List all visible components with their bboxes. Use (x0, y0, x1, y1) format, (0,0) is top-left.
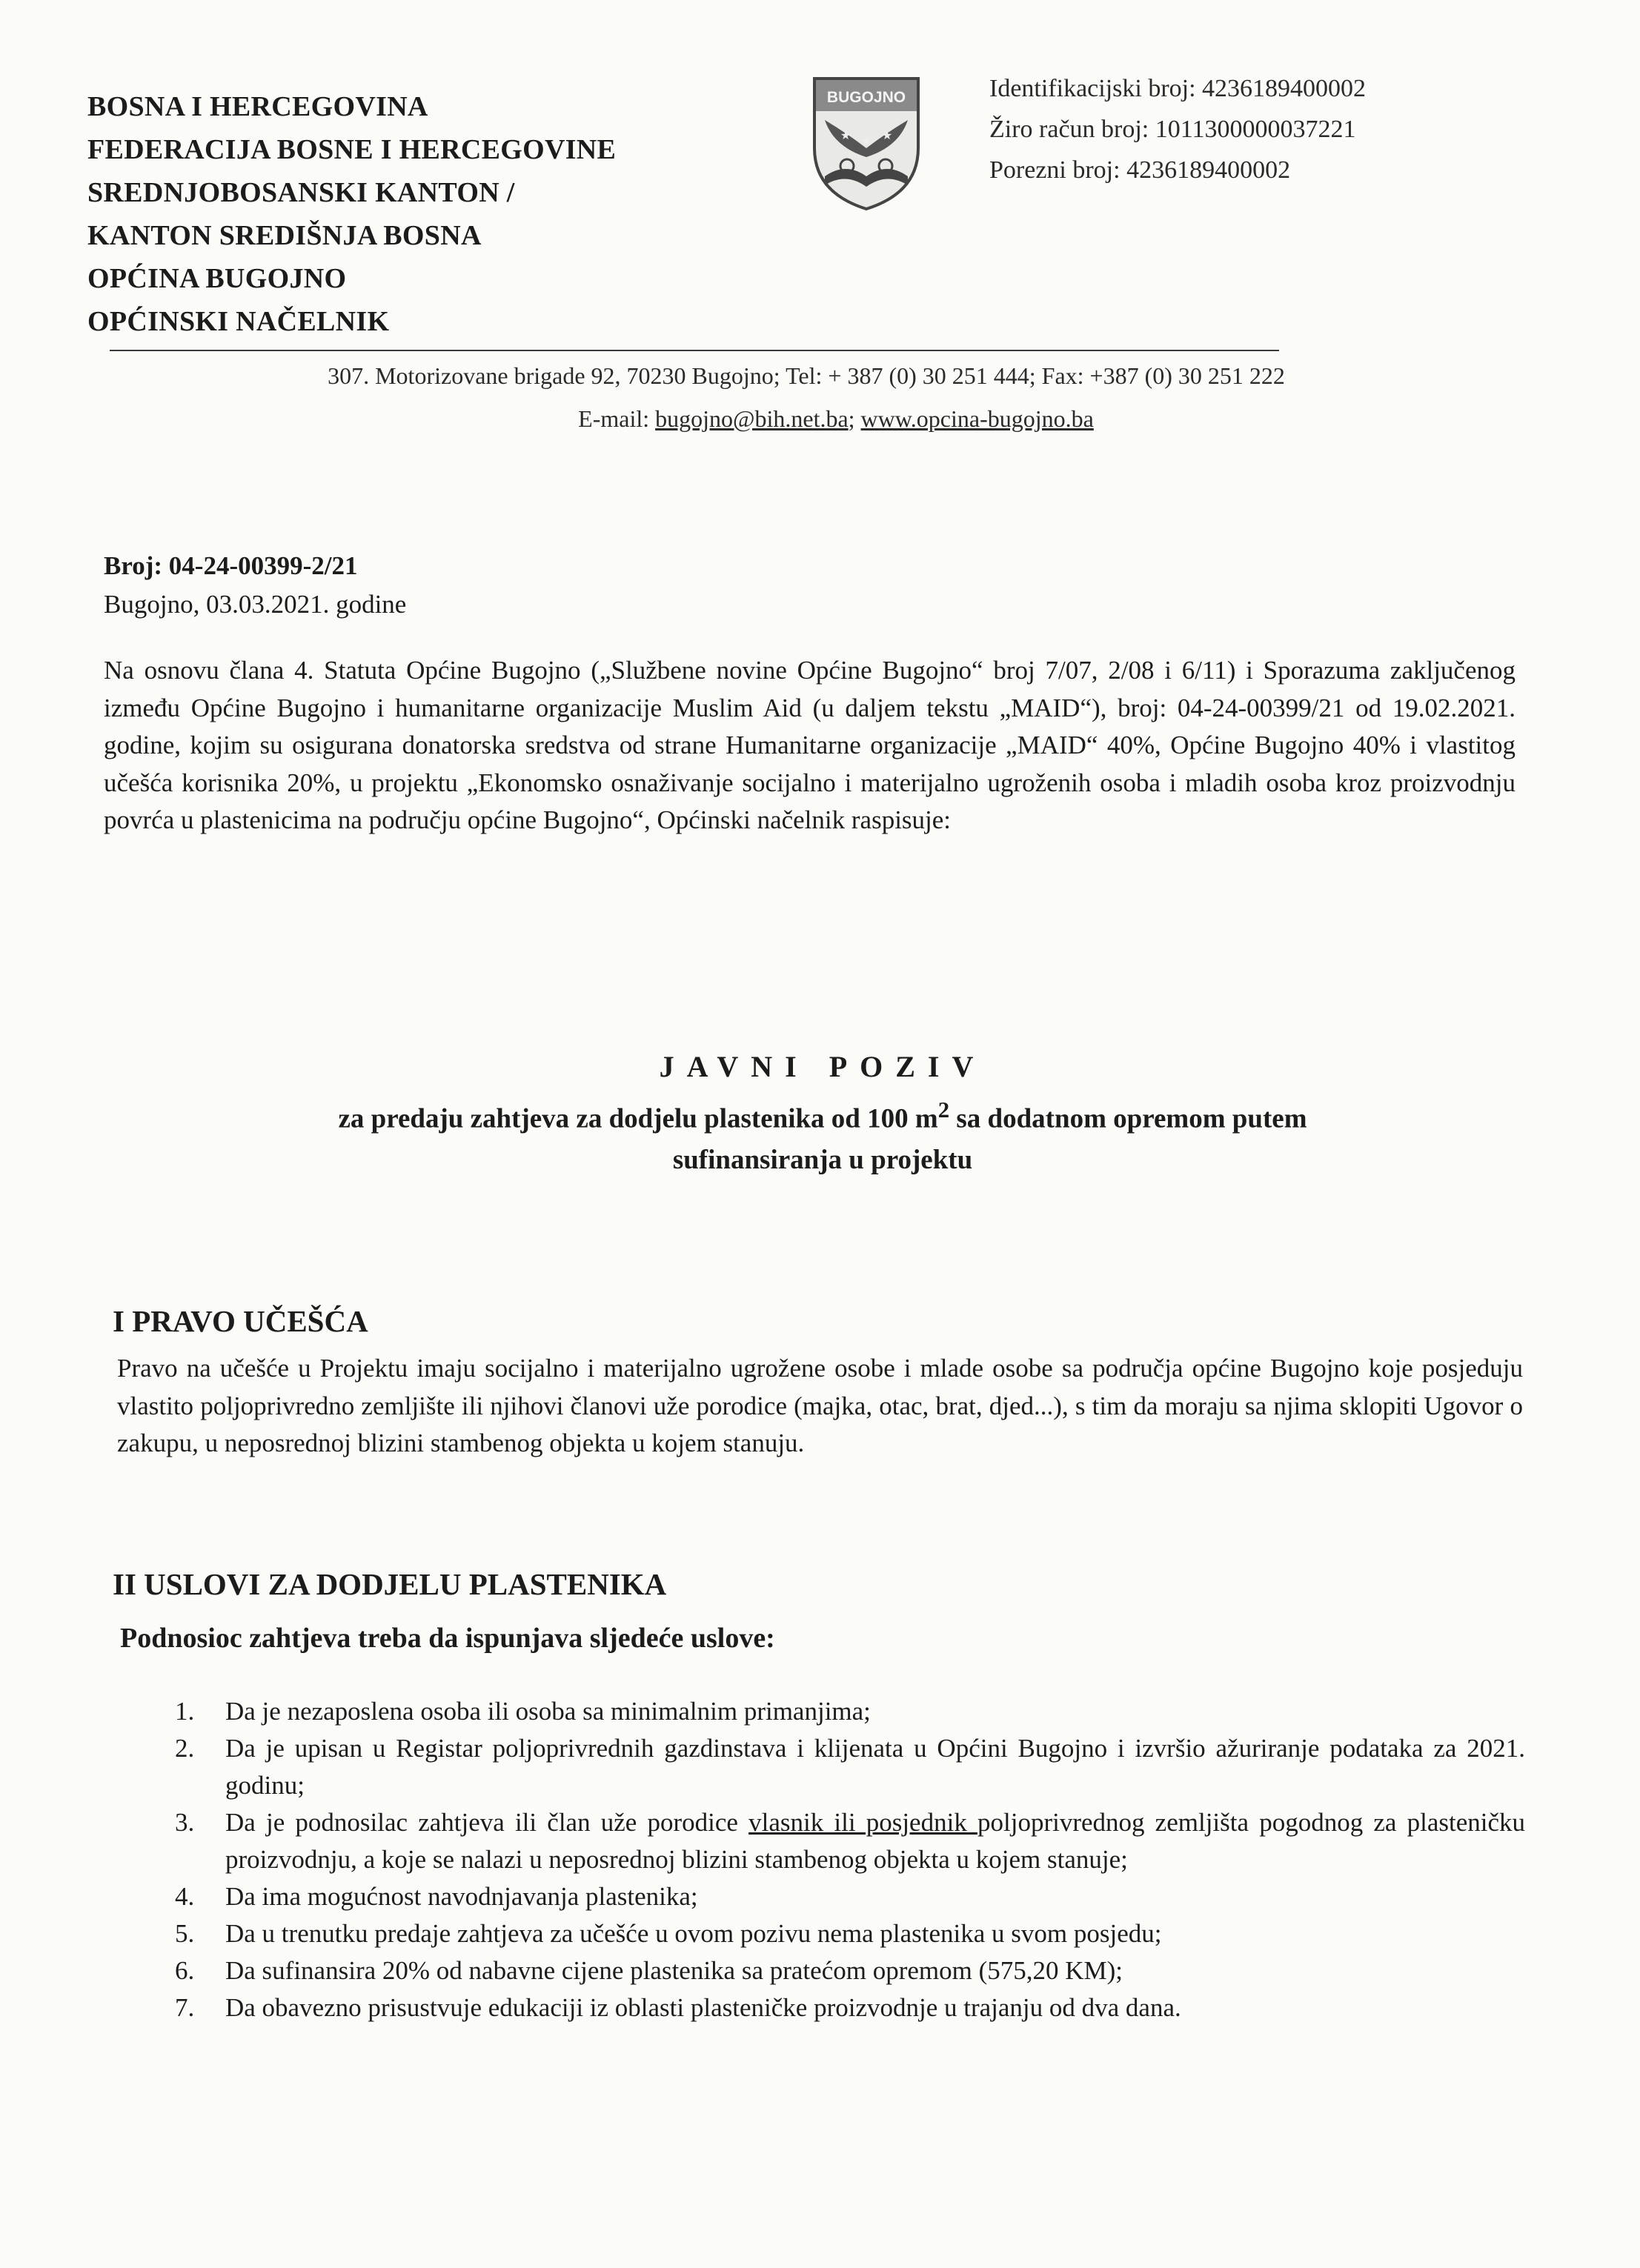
reference-number: Broj: 04-24-00399-2/21 (104, 551, 358, 580)
requirements-heading: Podnosioc zahtjeva treba da ispunjava sljedeće uslove: (120, 1623, 775, 1654)
place-date: Bugojno, 03.03.2021. godine (104, 590, 407, 619)
svg-text:★: ★ (840, 130, 851, 142)
list-item: 6. Da sufinansira 20% od nabavne cijene plastenika sa pratećom opremom (575,20 KM); (175, 1956, 1123, 1985)
title-subtitle: za predaju zahtjeva za dodjelu plastenika od 100 $m^2$ sa dodatnom opremom putem (338, 1097, 1307, 1134)
list-item: 5. Da u trenutku predaje zahtjeva za učešće u ovom pozivu nema plastenika u svom posjedu; (175, 1919, 1162, 1948)
section-paragraph: Pravo na učešće u Projektu imaju socijalno i materijalno ugrožene osobe i mlade osobe sa područja općine Bugojno koje posjeduju vlastito poljoprivredno zemljište ili njihovi članovi uže porodice (majka, otac, brat, djed...), s tim da moraju sa njima sklopiti Ugovor o zakupu, u neposrednoj blizini stambenog objekta u kojem stanuju. (117, 1354, 1523, 1457)
requirements-list (162, 1693, 1525, 2026)
list-item: 3. Da je podnosilac zahtjeva ili član uže porodice vlasnik ili posjednik poljoprivrednog zemljišta pogodnog za plasteničku proizvodnju, a koje se nalazi u neposrednoj blizini stambenog objekta u kojem stanuje; (175, 1808, 1525, 1874)
list-item: 4. Da ima mogućnost navodnjavanja plastenika; (175, 1882, 698, 1911)
issuer-line: FEDERACIJA BOSNE I HERCEGOVINE (87, 134, 617, 165)
identification-block (989, 68, 1366, 190)
list-item: 7. Da obavezno prisustvuje edukaciji iz oblasti plasteničke proizvodnje u trajanju od dva dana. (175, 1993, 1181, 2022)
crest-lettering: BUGOJNO (826, 89, 906, 106)
contact-block (117, 354, 1495, 440)
id-line: Porezni broj: 4236189400002 (989, 156, 1291, 184)
email-website-line (117, 397, 1495, 440)
issuer-line: KANTON SREDIŠNJA BOSNA (87, 220, 482, 251)
address-line: 307. Motorizovane brigade 92, 70230 Bugojno; Tel: + 387 (0) 30 251 444; Fax: +387 (0) 30 251 222 (328, 362, 1285, 389)
issuer-line: SREDNJOBOSANSKI KANTON / (87, 177, 515, 208)
svg-text:★: ★ (860, 136, 872, 148)
section-heading: II USLOVI ZA DODJELU PLASTENIKA (113, 1567, 667, 1601)
website-link[interactable]: www.opcina-bugojno.ba (860, 405, 1094, 432)
email-label: E-mail: (578, 405, 656, 432)
list-item: 2. Da je upisan u Registar poljoprivrednih gazdinstava i klijenata u Općini Bugojno i izvršio ažuriranje podataka za 2021. godinu; (175, 1734, 1525, 1800)
reference-block (104, 547, 406, 624)
email-link[interactable]: bugojno@bih.net.ba (655, 405, 849, 432)
municipality-crest-icon (810, 74, 923, 212)
title-main: JAVNI POZIV (659, 1050, 986, 1083)
id-line: Identifikacijski broj: 4236189400002 (989, 75, 1367, 102)
superscript: 2 (937, 1097, 950, 1123)
document-title (163, 1045, 1482, 1181)
issuer-line: BOSNA I HERCEGOVINA (87, 91, 428, 122)
issuer-line: OPĆINSKI NAČELNIK (87, 306, 390, 337)
issuer-line: OPĆINA BUGOJNO (87, 263, 347, 294)
svg-text:★: ★ (881, 130, 893, 142)
separator: ; (848, 405, 861, 432)
title-subtitle-line2: sufinansiranja u projektu (672, 1145, 973, 1176)
id-line: Žiro račun broj: 1011300000037221 (989, 116, 1356, 143)
header-divider (110, 350, 1279, 351)
underlined-text: vlasnik ili posjednik (748, 1808, 977, 1837)
issuer-block (87, 85, 616, 343)
section-heading: I PRAVO UČEŠĆA (113, 1304, 368, 1338)
list-item: 1. Da je nezaposlena osoba ili osoba sa minimalnim primanjima; (175, 1697, 871, 1726)
intro-paragraph: Na osnovu člana 4. Statuta Općine Bugojno („Službene novine Općine Bugojno“ broj 7/07, 2/08 i 6/11) i Sporazuma zaključenog između Općine Bugojno i humanitarne organizacije Muslim Aid (u daljem tekstu „MAID“), broj: 04-24-00399/21 od 19.02.2021. godine, kojim su osigurana donatorska sredstva od strane Humanitarne organizacije „MAID“ 40%, Općine Bugojno 40% i vlastitog učešća korisnika 20%, u projektu „Ekonomsko osnaživanje socijalno i materijalno ugroženih osoba i mladih osoba kroz proizvodnju povrća u plastenicima na području općine Bugojno“, Općinski načelnik raspisuje: (104, 656, 1515, 834)
